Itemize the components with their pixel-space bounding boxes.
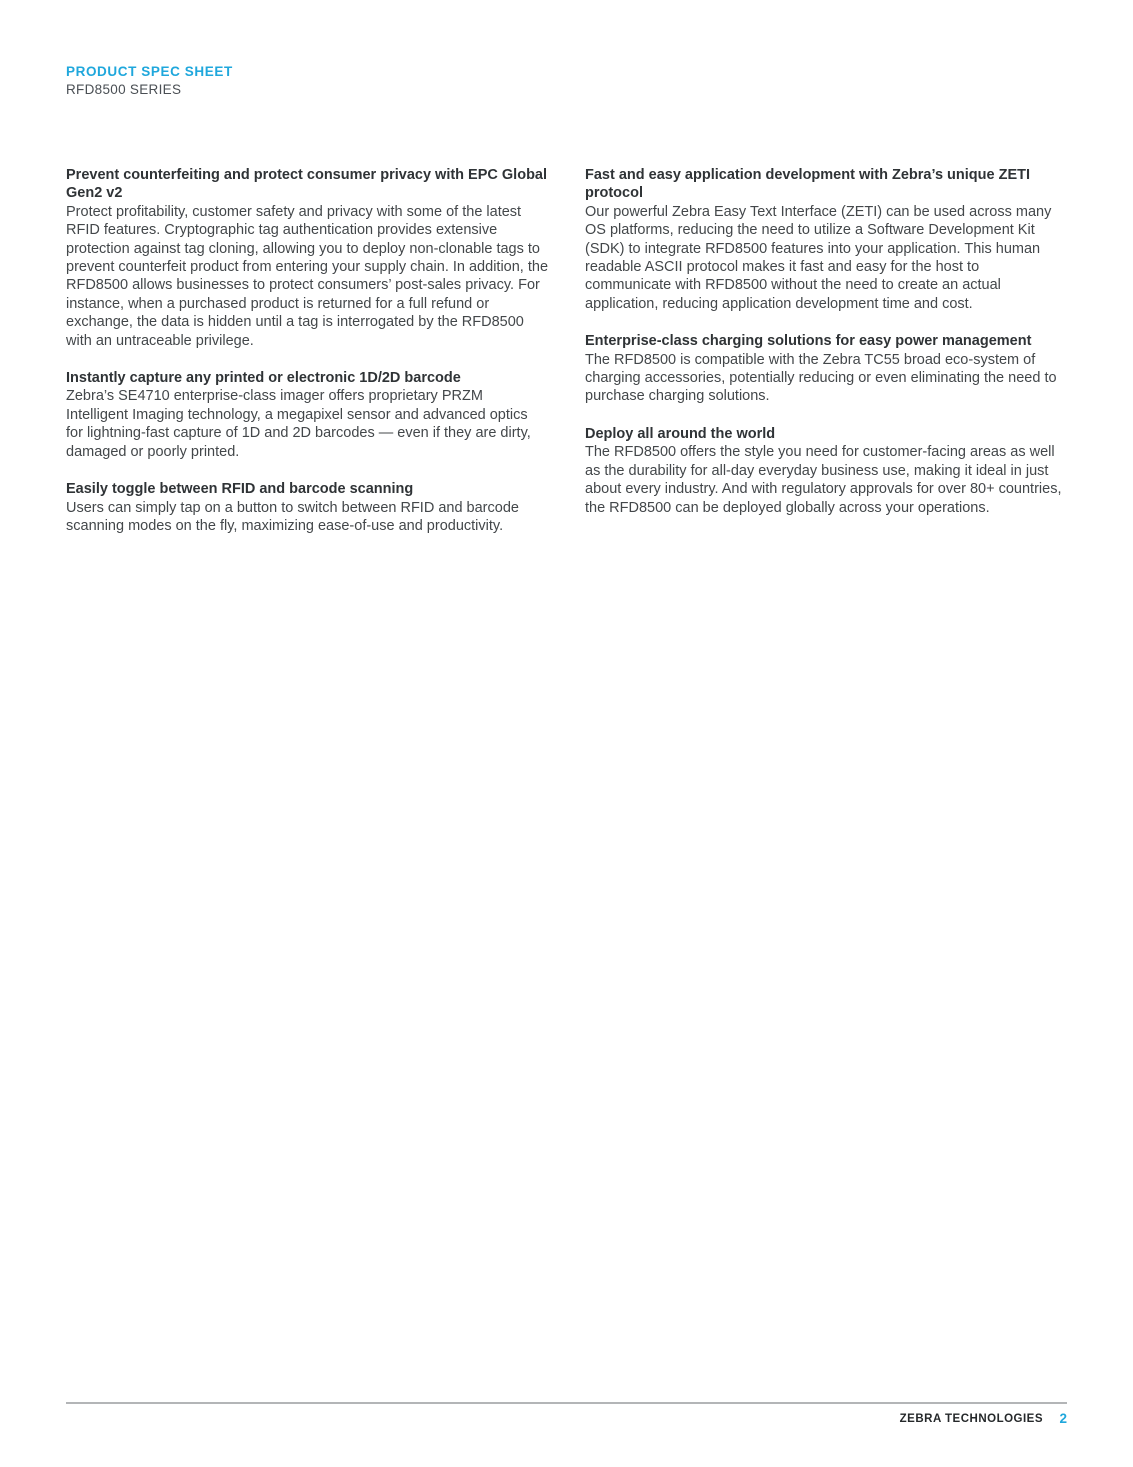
section-deploy-worldwide — [585, 425, 1067, 517]
section-heading: Deploy all around the world — [585, 425, 776, 442]
section-body: Our powerful Zebra Easy Text Interface (ZETI) can be used across many OS platforms, reducing the need to utilize a Software Development Kit (SDK) to integrate RFD8500 features into your application. This human readable ASCII protocol makes it fast and easy for the host to communicate with RFD8500 without the need to create an actual application, reducing application development time and cost. — [585, 203, 1052, 312]
section-barcode-capture — [66, 369, 548, 461]
section-heading: Prevent counterfeiting and protect consumer privacy with EPC Global Gen2 v2 — [66, 167, 548, 202]
section-body: The RFD8500 offers the style you need for customer-facing areas as well as the durability for all-day everyday business use, making it ideal in just about every industry. And with regulatory approvals for over 80+ countries, the RFD8500 can be deployed globally across your operations. — [585, 444, 1062, 516]
section-body: Users can simply tap on a button to switch between RFID and barcode scanning modes on the fly, maximizing ease-of-use and productivity. — [66, 499, 519, 534]
product-series-label: RFD8500 SERIES — [66, 82, 182, 97]
section-body: Zebra’s SE4710 enterprise-class imager offers proprietary PRZM Intelligent Imaging technology, a megapixel sensor and advanced optics for lightning-fast capture of 1D and 2D barcodes — even if they are dirty, damaged or poorly printed. — [66, 388, 531, 460]
section-charging-solutions — [585, 332, 1067, 406]
document-header — [66, 63, 233, 99]
section-heading: Easily toggle between RFID and barcode scanning — [66, 481, 414, 498]
section-zeti-protocol — [585, 166, 1067, 313]
footer-company-label: ZEBRA TECHNOLOGIES — [899, 1412, 1044, 1425]
page-number: 2 — [1059, 1411, 1067, 1427]
section-body: The RFD8500 is compatible with the Zebra TC55 broad eco-system of charging accessories, potentially reducing or even eliminating the need to purchase charging solutions. — [585, 351, 1057, 405]
footer-divider — [66, 1402, 1067, 1404]
section-heading: Instantly capture any printed or electronic 1D/2D barcode — [66, 370, 461, 387]
document-type-label: PRODUCT SPEC SHEET — [66, 64, 233, 79]
right-column — [585, 166, 1067, 554]
section-body: Protect profitability, customer safety and privacy with some of the latest RFID features. Cryptographic tag authentication provides extensive protection against tag cloning, allowing you to deploy non-clonable tags to prevent counterfeit product from entering your supply chain. In addition, the RFD8500 allows businesses to protect consumers’ post-sales privacy. For instance, when a purchased product is returned for a full refund or exchange, the data is hidden until a tag is interrogated by the RFD8500 with an untraceable privilege. — [66, 203, 549, 349]
left-column — [66, 166, 548, 554]
content-columns — [66, 166, 1067, 554]
section-epc-gen2 — [66, 166, 548, 350]
section-heading: Enterprise-class charging solutions for easy power management — [585, 333, 1032, 350]
section-toggle-scanning — [66, 480, 548, 535]
document-footer — [66, 1410, 1067, 1428]
section-heading: Fast and easy application development with Zebra’s unique ZETI protocol — [585, 167, 1031, 202]
